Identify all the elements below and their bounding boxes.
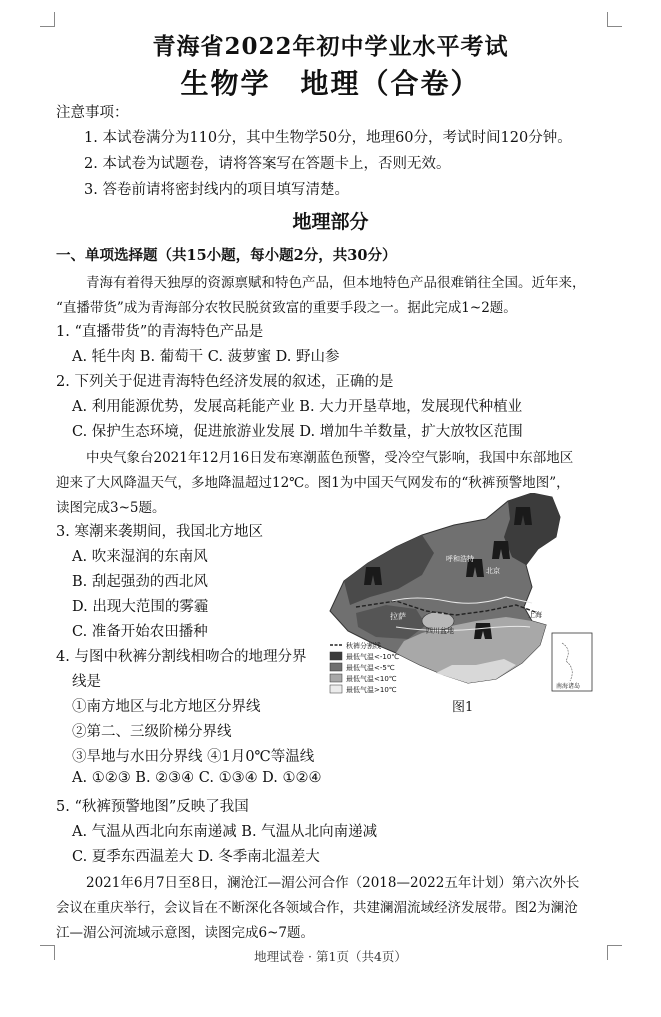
exam-title: 青海省2022年初中学业水平考试 [152,33,509,60]
page-footer: 地理试卷 · 第1页（共4页） [254,949,407,964]
question-2-options: C. 保护生态环境，促进旅游业发展 D. 增加牛羊数量，扩大放牧区范围 [72,424,523,440]
question-1-options: A. 牦牛肉 B. 葡萄干 C. 菠萝蜜 D. 野山参 [72,349,340,365]
legend-swatch [330,685,342,693]
place-label: 北京 [486,567,500,575]
question-3-option: C. 准备开始农田播种 [72,624,208,640]
question-4-stem: 线是 [72,674,101,690]
legend-swatch [330,663,342,671]
section-title: 地理部分 [292,211,369,233]
question-2-options: A. 利用能源优势，发展高耗能产业 B. 大力开垦草地，发展现代种植业 [72,399,523,415]
legend-swatch [330,674,342,682]
legend-label: 最低气温<-10℃ [346,653,400,661]
question-3-option: D. 出现大范围的雾霾 [72,599,209,615]
notice-item: 2. 本试卷为试题卷，请将答案写在答题卡上，否则无效。 [84,156,451,172]
passage-line: 读图完成3~5题。 [56,500,166,516]
question-5-options: A. 气温从西北向东南递减 B. 气温从北向南递减 [72,824,378,840]
notice-item: 3. 答卷前请将密封线内的项目填写清楚。 [84,182,349,198]
legend-label: 最低气温<10℃ [346,675,397,683]
question-2-stem: 2. 下列关于促进青海特色经济发展的叙述，正确的是 [56,374,394,390]
question-4-choice: ③旱地与水田分界线 ④1月0℃等温线 [72,749,315,765]
question-3-stem: 3. 寒潮来袭期间，我国北方地区 [56,524,263,540]
place-label: 呼和浩特 [446,555,474,563]
legend-label: 最低气温>10℃ [346,686,397,694]
part-title: 一、单项选择题（共15小题，每小题2分，共30分） [56,247,397,264]
legend-swatch [330,652,342,660]
crop-mark-top-right [607,12,622,27]
passage-line: “直播带货”成为青海部分农牧民脱贫致富的重要手段之一。据此完成1~2题。 [56,300,517,316]
crop-mark-top-left [40,12,55,27]
place-label: 拉萨 [390,612,406,621]
question-5-stem: 5. “秋裤预警地图”反映了我国 [56,799,249,815]
question-4-choice: ②第二、三级阶梯分界线 [72,724,232,740]
question-3-option: B. 刮起强劲的西北风 [72,574,208,590]
question-4-stem: 4. 与图中秋裤分割线相吻合的地理分界 [56,649,307,665]
question-4-options: A. ①②③ B. ②③④ C. ①③④ D. ①②④ [72,770,322,786]
question-3-option: A. 吹来湿润的东南风 [72,549,208,565]
passage-line: 中央气象台2021年12月16日发布寒潮蓝色预警，受冷空气影响，我国中东部地区 [86,450,574,466]
question-5-options: C. 夏季东西温差大 D. 冬季南北温差大 [72,849,320,865]
inset-label: 南海诸岛 [556,683,581,690]
autumn-pants-warning-map [326,493,600,713]
place-label: 上海 [528,611,542,619]
legend-title: 秋裤分割线 [346,642,381,650]
notice-item: 1. 本试卷满分为110分，其中生物学50分，地理60分，考试时间120分钟。 [84,130,572,146]
passage-line: 青海有着得天独厚的资源禀赋和特色产品，但本地特色产品很难销往全国。近年来， [86,275,586,291]
passage-line: 2021年6月7日至8日，澜沧江—湄公河合作（2018—2022五年计划）第六次外长 [86,875,580,891]
legend-label: 最低气温<-5℃ [346,664,395,672]
exam-subtitle: 生物学 地理（合卷） [180,67,481,100]
passage-line: 迎来了大风降温天气，多地降温超过12℃。图1为中国天气网发布的“秋裤预警地图”， [56,475,570,491]
passage-line: 江—湄公河流域示意图，读图完成6~7题。 [56,925,314,941]
place-label: 四川盆地 [426,627,454,635]
notice-title: 注意事项： [56,105,129,121]
question-1-stem: 1. “直播带货”的青海特色产品是 [56,324,264,340]
figure-caption: 图1 [452,700,474,715]
question-4-choice: ①南方地区与北方地区分界线 [72,699,261,715]
passage-line: 会议在重庆举行，会议旨在不断深化各领域合作，共建澜湄流域经济发展带。图2为澜沧 [56,900,578,916]
